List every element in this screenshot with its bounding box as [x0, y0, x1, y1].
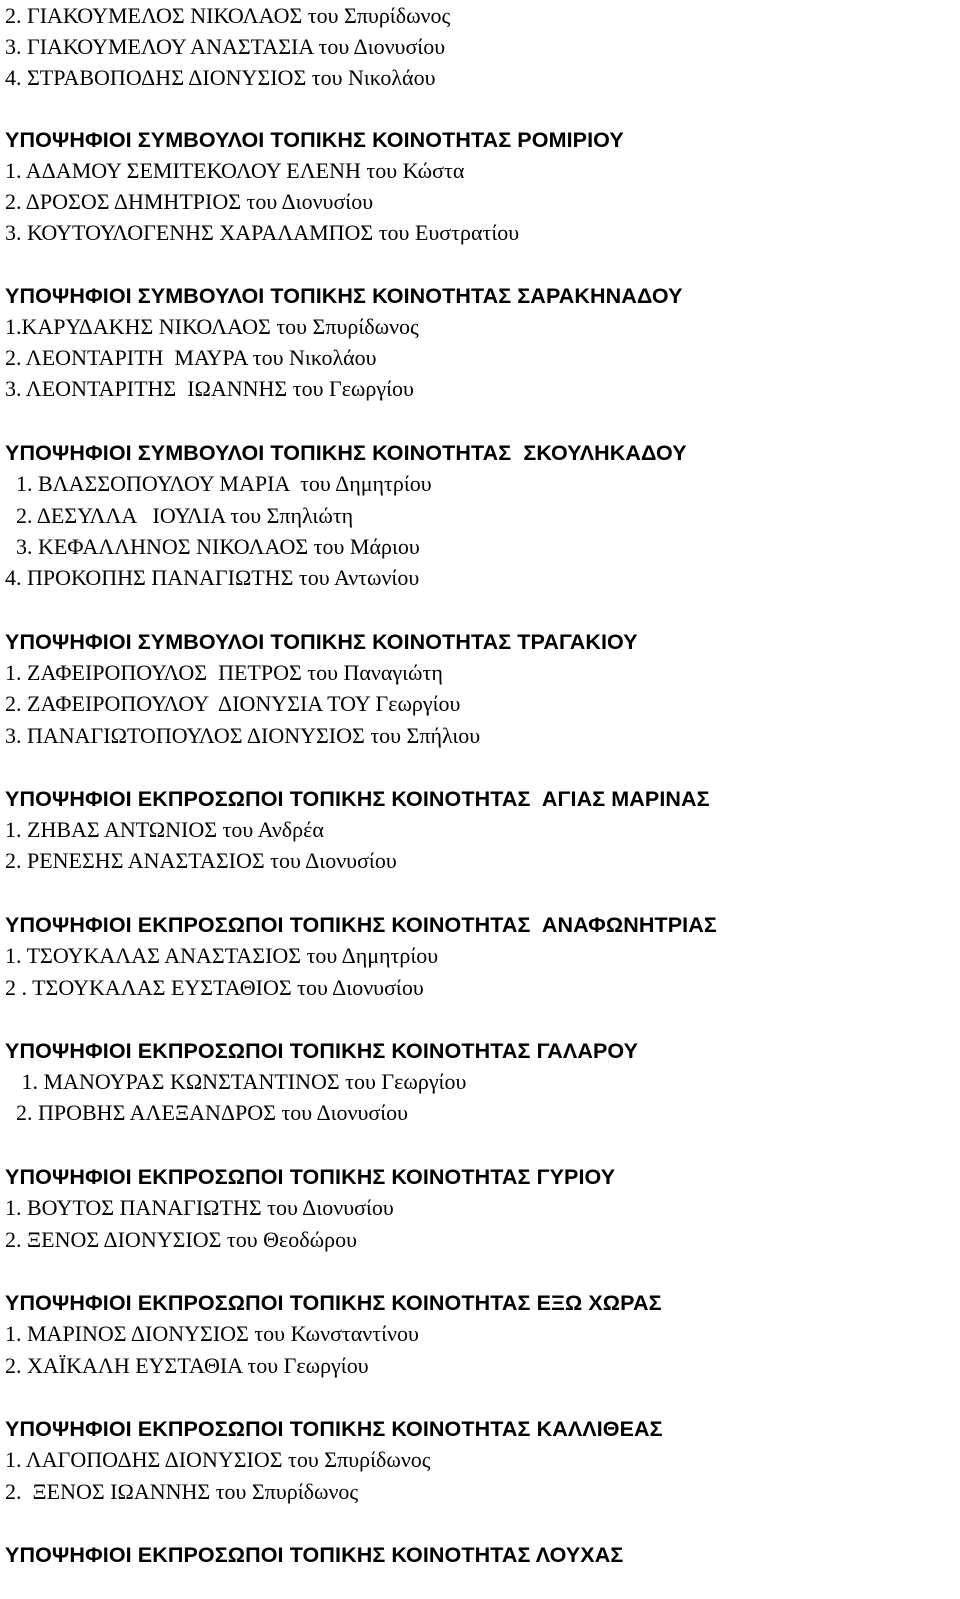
candidate-line: 3. ΠΑΝΑΓΙΩΤΟΠΟΥΛΟΣ ΔΙΟΝΥΣΙΟΣ του Σπήλιου [5, 723, 481, 748]
candidate-line: 4. ΠΡΟΚΟΠΗΣ ΠΑΝΑΓΙΩΤΗΣ του Αντωνίου [5, 565, 420, 590]
candidate-line: 3. ΚΕΦΑΛΛΗΝΟΣ ΝΙΚΟΛΑΟΣ του Μάριου [5, 534, 420, 559]
candidate-line: 2. ΛΕΟΝΤΑΡΙΤΗ ΜΑΥΡΑ του Νικολάου [5, 345, 377, 370]
candidate-line: 2. ΡΕΝΕΣΗΣ ΑΝΑΣΤΑΣΙΟΣ του Διονυσίου [5, 848, 397, 873]
candidate-line: 2. ΓΙΑΚΟΥΜΕΛΟΣ ΝΙΚΟΛΑΟΣ του Σπυρίδωνος [5, 3, 451, 28]
candidate-line: 2. ΔΕΣΥΛΛΑ ΙΟΥΛΙΑ του Σπηλιώτη [5, 503, 354, 528]
candidate-line: 2 . ΤΣΟΥΚΑΛΑΣ ΕΥΣΤΑΘΙΟΣ του Διονυσίου [5, 975, 424, 1000]
candidate-line: 1. ΜΑΝΟΥΡΑΣ ΚΩΝΣΤΑΝΤΙΝΟΣ του Γεωργίου [5, 1069, 467, 1094]
candidate-line: 3. ΚΟΥΤΟΥΛΟΓΕΝΗΣ ΧΑΡΑΛΑΜΠΟΣ του Ευστρατίου [5, 220, 520, 245]
candidate-line: 2. ΞΕΝΟΣ ΙΩΑΝΝΗΣ του Σπυρίδωνος [5, 1479, 359, 1504]
candidate-line: 1. ΖΑΦΕΙΡΟΠΟΥΛΟΣ ΠΕΤΡΟΣ του Παναγιώτη [5, 660, 443, 685]
candidate-line: 2. ΔΡΟΣΟΣ ΔΗΜΗΤΡΙΟΣ του Διονυσίου [5, 189, 374, 214]
section-heading: ΥΠΟΨΗΦΙΟΙ ΕΚΠΡΟΣΩΠΟΙ ΤΟΠΙΚΗΣ ΚΟΙΝΟΤΗΤΑΣ ΛΟΥΧΑΣ [5, 1543, 624, 1567]
section-heading: ΥΠΟΨΗΦΙΟΙ ΣΥΜΒΟΥΛΟΙ ΤΟΠΙΚΗΣ ΚΟΙΝΟΤΗΤΑΣ ΣΚΟΥΛΗΚΑΔΟΥ [5, 441, 687, 465]
candidate-line: 1. ΒΛΑΣΣΟΠΟΥΛΟΥ ΜΑΡΙΑ του Δημητρίου [5, 471, 432, 496]
candidate-line: 3. ΓΙΑΚΟΥΜΕΛΟΥ ΑΝΑΣΤΑΣΙΑ του Διονυσίου [5, 34, 446, 59]
candidate-line: 4. ΣΤΡΑΒΟΠΟΔΗΣ ΔΙΟΝΥΣΙΟΣ του Νικολάου [5, 65, 436, 90]
section-heading: ΥΠΟΨΗΦΙΟΙ ΕΚΠΡΟΣΩΠΟΙ ΤΟΠΙΚΗΣ ΚΟΙΝΟΤΗΤΑΣ ΚΑΛΛΙΘΕΑΣ [5, 1417, 663, 1441]
candidate-line: 1. ΖΗΒΑΣ ΑΝΤΩΝΙΟΣ του Ανδρέα [5, 817, 324, 842]
section-heading: ΥΠΟΨΗΦΙΟΙ ΕΚΠΡΟΣΩΠΟΙ ΤΟΠΙΚΗΣ ΚΟΙΝΟΤΗΤΑΣ ΑΝΑΦΩΝΗΤΡΙΑΣ [5, 913, 717, 937]
candidate-line: 1. ΜΑΡΙΝΟΣ ΔΙΟΝΥΣΙΟΣ του Κωνσταντίνου [5, 1321, 419, 1346]
candidate-line: 1. ΑΔΑΜΟΥ ΣΕΜΙΤΕΚΟΛΟΥ ΕΛΕΝΗ του Κώστα [5, 158, 465, 183]
candidate-line: 3. ΛΕΟΝΤΑΡΙΤΗΣ ΙΩΑΝΝΗΣ του Γεωργίου [5, 376, 414, 401]
section-heading: ΥΠΟΨΗΦΙΟΙ ΕΚΠΡΟΣΩΠΟΙ ΤΟΠΙΚΗΣ ΚΟΙΝΟΤΗΤΑΣ ΓΑΛΑΡΟΥ [5, 1039, 639, 1063]
candidate-line: 2. ΠΡΟΒΗΣ ΑΛΕΞΑΝΔΡΟΣ του Διονυσίου [5, 1100, 409, 1125]
candidate-line: 2. ΞΕΝΟΣ ΔΙΟΝΥΣΙΟΣ του Θεοδώρου [5, 1227, 357, 1252]
candidate-line: 1.ΚΑΡΥΔΑΚΗΣ ΝΙΚΟΛΑΟΣ του Σπυρίδωνος [5, 314, 419, 339]
candidate-line: 1. ΛΑΓΟΠΟΔΗΣ ΔΙΟΝΥΣΙΟΣ του Σπυρίδωνος [5, 1447, 431, 1472]
section-heading: ΥΠΟΨΗΦΙΟΙ ΣΥΜΒΟΥΛΟΙ ΤΟΠΙΚΗΣ ΚΟΙΝΟΤΗΤΑΣ ΣΑΡΑΚΗΝΑΔΟΥ [5, 284, 683, 308]
section-heading: ΥΠΟΨΗΦΙΟΙ ΕΚΠΡΟΣΩΠΟΙ ΤΟΠΙΚΗΣ ΚΟΙΝΟΤΗΤΑΣ ΓΥΡΙΟΥ [5, 1165, 616, 1189]
section-heading: ΥΠΟΨΗΦΙΟΙ ΣΥΜΒΟΥΛΟΙ ΤΟΠΙΚΗΣ ΚΟΙΝΟΤΗΤΑΣ ΡΟΜΙΡΙΟΥ [5, 128, 624, 152]
section-heading: ΥΠΟΨΗΦΙΟΙ ΕΚΠΡΟΣΩΠΟΙ ΤΟΠΙΚΗΣ ΚΟΙΝΟΤΗΤΑΣ ΑΓΙΑΣ ΜΑΡΙΝΑΣ [5, 787, 710, 811]
candidate-line: 2. ΖΑΦΕΙΡΟΠΟΥΛΟΥ ΔΙΟΝΥΣΙΑ ΤΟΥ Γεωργίου [5, 691, 461, 716]
section-heading: ΥΠΟΨΗΦΙΟΙ ΕΚΠΡΟΣΩΠΟΙ ΤΟΠΙΚΗΣ ΚΟΙΝΟΤΗΤΑΣ ΕΞΩ ΧΩΡΑΣ [5, 1291, 662, 1315]
candidate-line: 2. ΧΑΪΚΑΛΗ ΕΥΣΤΑΘΙΑ του Γεωργίου [5, 1353, 369, 1378]
candidate-line: 1. ΒΟΥΤΟΣ ΠΑΝΑΓΙΩΤΗΣ του Διονυσίου [5, 1195, 394, 1220]
candidate-line: 1. ΤΣΟΥΚΑΛΑΣ ΑΝΑΣΤΑΣΙΟΣ του Δημητρίου [5, 943, 439, 968]
section-heading: ΥΠΟΨΗΦΙΟΙ ΣΥΜΒΟΥΛΟΙ ΤΟΠΙΚΗΣ ΚΟΙΝΟΤΗΤΑΣ ΤΡΑΓΑΚΙΟΥ [5, 630, 638, 654]
